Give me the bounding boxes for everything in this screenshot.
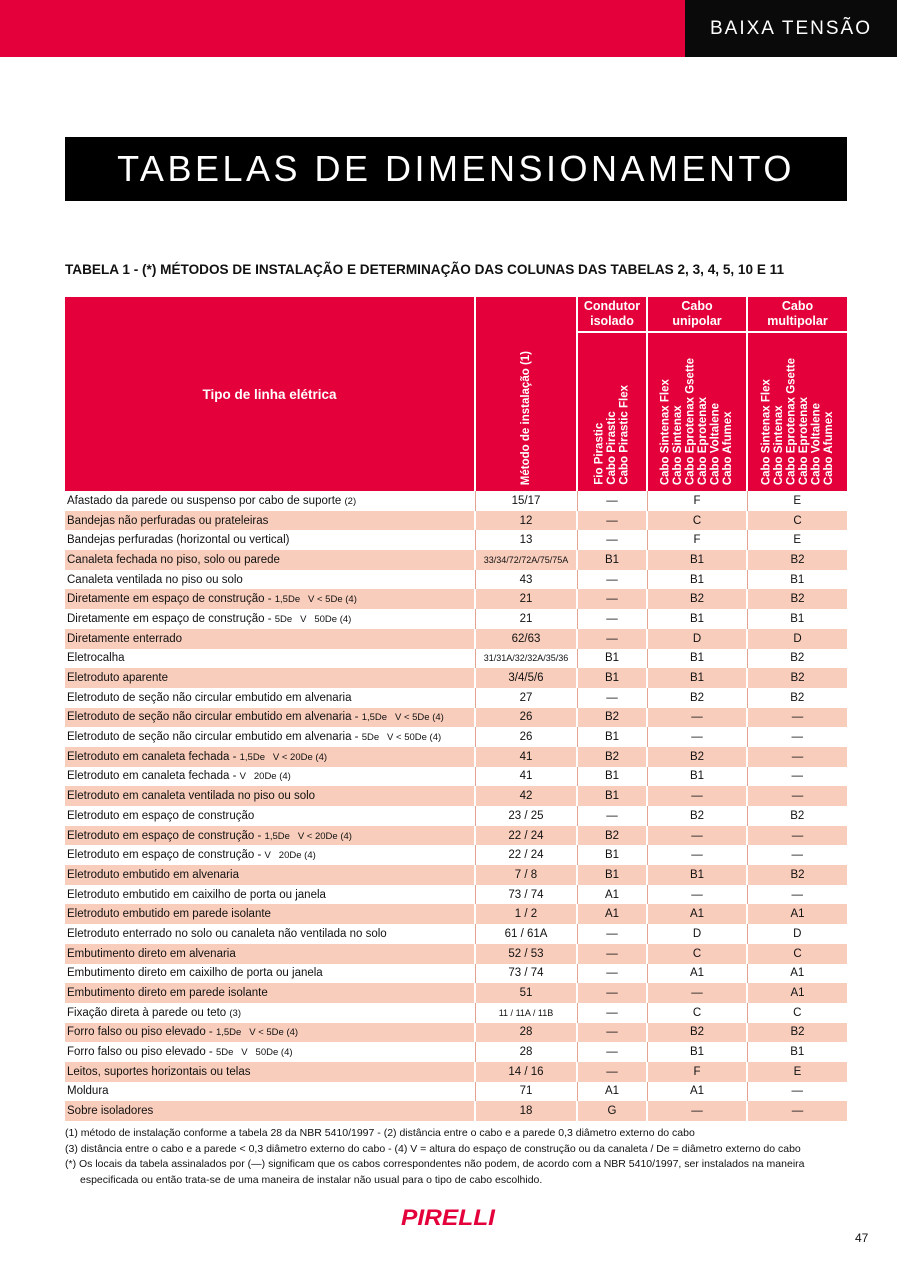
cell-multipolar: — xyxy=(747,708,847,728)
cell-unipolar: B2 xyxy=(647,806,747,826)
cable-name: Cabo Eprotenax xyxy=(797,396,810,485)
cell-unipolar: F xyxy=(647,1062,747,1082)
cell-metodo: 52 / 53 xyxy=(475,944,577,964)
cell-multipolar: D xyxy=(747,629,847,649)
cell-isolado: — xyxy=(577,1062,647,1082)
cell-tipo-note: 1,5De V < 20De (4) xyxy=(264,830,352,842)
cell-isolado: — xyxy=(577,1003,647,1023)
table-row xyxy=(65,609,847,629)
header-group-multipolar: Cabo multipolar xyxy=(747,297,847,332)
cell-isolado: — xyxy=(577,688,647,708)
cable-name: Cabo Sintenax Flex xyxy=(760,378,772,485)
cell-metodo: 23 / 25 xyxy=(475,806,577,826)
cell-unipolar: B1 xyxy=(647,767,747,787)
cell-multipolar: E xyxy=(747,491,847,511)
cell-metodo: 21 xyxy=(475,589,577,609)
footnote-2: (3) distância entre o cabo e a parede < 0,3 diâmetro externo do cabo - (4) V = altura do espaço de construção ou da canaleta / De = diâmetro externo do cabo xyxy=(65,1142,801,1155)
cell-unipolar: — xyxy=(647,983,747,1003)
cell-tipo: Eletroduto de seção não circular embutido em alvenaria xyxy=(65,688,475,708)
cell-metodo: 15/17 xyxy=(475,491,577,511)
cell-tipo: Eletroduto embutido em parede isolante xyxy=(65,904,475,924)
table-body xyxy=(65,491,847,1121)
cell-tipo: Diretamente em espaço de construção - 1,5De V < 5De (4) xyxy=(65,589,475,609)
cable-name: Cabo Sintenax Flex xyxy=(659,378,672,485)
cell-isolado: — xyxy=(577,609,647,629)
cell-multipolar: — xyxy=(747,1082,847,1102)
cell-isolado: — xyxy=(577,806,647,826)
cell-tipo-note: 1,5De V < 20De (4) xyxy=(239,751,328,763)
table-title: TABELA 1 - (*) MÉTODOS DE INSTALAÇÃO E DETERMINAÇÃO DAS COLUNAS DAS TABELAS 2, 3, 4, 5, 10 E 11 xyxy=(65,262,785,277)
cell-metodo: 3/4/5/6 xyxy=(475,668,577,688)
cell-metodo: 41 xyxy=(475,747,577,767)
cell-metodo: 28 xyxy=(475,1023,577,1043)
table-row xyxy=(65,747,847,767)
cell-multipolar: B2 xyxy=(747,550,847,570)
cell-tipo: Eletroduto embutido em alvenaria xyxy=(65,865,475,885)
cell-isolado: B1 xyxy=(577,845,647,865)
cell-metodo: 71 xyxy=(475,1082,577,1102)
cell-unipolar: — xyxy=(647,708,747,728)
cell-unipolar: D xyxy=(647,629,747,649)
cell-unipolar: B1 xyxy=(647,1042,747,1062)
table-row xyxy=(65,786,847,806)
cell-multipolar: — xyxy=(747,1101,847,1121)
cell-tipo: Moldura xyxy=(65,1082,475,1102)
cell-unipolar: B2 xyxy=(647,688,747,708)
cell-tipo: Diretamente enterrado xyxy=(65,629,475,649)
cell-multipolar: C xyxy=(747,1003,847,1023)
cell-isolado: B1 xyxy=(577,865,647,885)
cell-unipolar: D xyxy=(647,924,747,944)
cable-name: Cabo Pirastic Flex xyxy=(618,385,631,485)
table-row xyxy=(65,1023,847,1043)
pirelli-logo-text: PIRELLI xyxy=(401,1206,496,1228)
cell-multipolar: E xyxy=(747,1062,847,1082)
cell-isolado: — xyxy=(577,570,647,590)
cell-tipo-note: V 20De (4) xyxy=(239,771,291,783)
cell-tipo-note: 1,5De V < 5De (4) xyxy=(274,594,357,606)
cell-metodo: 7 / 8 xyxy=(475,865,577,885)
cell-tipo: Afastado da parede ou suspenso por cabo de suporte (2) xyxy=(65,491,475,511)
cell-multipolar: A1 xyxy=(747,983,847,1003)
table-row xyxy=(65,550,847,570)
cell-isolado: B2 xyxy=(577,708,647,728)
cable-name: Cabo Voltalene xyxy=(709,402,722,485)
cell-multipolar: — xyxy=(747,826,847,846)
cable-name: Cabo Sintenax xyxy=(772,405,785,485)
cell-tipo: Eletroduto em canaleta fechada - V 20De (4) xyxy=(65,767,475,787)
table-row xyxy=(65,845,847,865)
cable-name: Cabo Voltalene xyxy=(810,402,822,485)
cell-unipolar: B1 xyxy=(647,570,747,590)
cell-tipo: Eletroduto em canaleta ventilada no piso ou solo xyxy=(65,786,475,806)
cell-isolado: — xyxy=(577,944,647,964)
cell-unipolar: B1 xyxy=(647,609,747,629)
cell-multipolar: B2 xyxy=(747,806,847,826)
header-cabos-unipolar xyxy=(647,332,747,491)
table-row xyxy=(65,767,847,787)
cell-unipolar: C xyxy=(647,944,747,964)
cell-tipo: Bandejas não perfuradas ou prateleiras xyxy=(65,511,475,531)
cable-name: Cabo Eprotenax Gsette xyxy=(684,357,697,485)
cell-tipo: Forro falso ou piso elevado - 5De V 50De (4) xyxy=(65,1042,475,1062)
cell-unipolar: B1 xyxy=(647,865,747,885)
table-row xyxy=(65,708,847,728)
cell-multipolar: — xyxy=(747,845,847,865)
cell-metodo: 61 / 61A xyxy=(475,924,577,944)
cell-unipolar: C xyxy=(647,511,747,531)
cell-unipolar: — xyxy=(647,845,747,865)
cell-tipo-note: (2) xyxy=(344,495,357,507)
cell-isolado: — xyxy=(577,1023,647,1043)
cell-isolado: — xyxy=(577,629,647,649)
cell-tipo: Eletroduto em espaço de construção - V 20De (4) xyxy=(65,845,475,865)
cell-isolado: — xyxy=(577,924,647,944)
cell-tipo: Eletroduto de seção não circular embutido em alvenaria - 1,5De V < 5De (4) xyxy=(65,708,475,728)
cell-tipo: Embutimento direto em caixilho de porta ou janela xyxy=(65,964,475,984)
table-row xyxy=(65,688,847,708)
table-row xyxy=(65,570,847,590)
cell-isolado: B1 xyxy=(577,668,647,688)
cell-tipo-note: 5De V 50De (4) xyxy=(215,1047,293,1059)
header-cabos-isolado xyxy=(577,332,647,491)
cell-multipolar: D xyxy=(747,924,847,944)
cell-metodo: 41 xyxy=(475,767,577,787)
table-row xyxy=(65,727,847,747)
cell-multipolar: A1 xyxy=(747,904,847,924)
footnote-3: (*) Os locais da tabela assinalados por (—) significam que os cabos correspondentes não podem, de acordo com a NBR 5410/1997, ser instalados na maneira xyxy=(65,1158,805,1170)
cell-isolado: — xyxy=(577,511,647,531)
cable-name: Fio Pirastic xyxy=(593,423,606,485)
cell-metodo: 26 xyxy=(475,708,577,728)
cable-name: Cabo Eprotenax Gsette xyxy=(785,357,797,485)
cell-unipolar: F xyxy=(647,530,747,550)
cell-multipolar: — xyxy=(747,727,847,747)
cell-isolado: — xyxy=(577,589,647,609)
header-group-unipolar: Cabo unipolar xyxy=(647,297,747,332)
cell-metodo: 73 / 74 xyxy=(475,885,577,905)
cell-multipolar: — xyxy=(747,786,847,806)
cell-unipolar: A1 xyxy=(647,904,747,924)
cell-tipo: Embutimento direto em alvenaria xyxy=(65,944,475,964)
cell-tipo: Eletroduto aparente xyxy=(65,668,475,688)
table-row xyxy=(65,491,847,511)
cell-tipo: Eletroduto em espaço de construção xyxy=(65,806,475,826)
footnote-4: especificada ou então trata-se de uma maneira de instalar não usual para o tipo de cabo escolhido. xyxy=(80,1173,543,1186)
cell-unipolar: — xyxy=(647,826,747,846)
cell-metodo: 73 / 74 xyxy=(475,964,577,984)
pirelli-logo xyxy=(400,1206,496,1228)
cell-tipo: Fixação direta à parede ou teto (3) xyxy=(65,1003,475,1023)
table-row xyxy=(65,1062,847,1082)
cell-tipo: Diretamente em espaço de construção - 5De V 50De (4) xyxy=(65,609,475,629)
table-row xyxy=(65,511,847,531)
cell-multipolar: — xyxy=(747,885,847,905)
table-row xyxy=(65,1082,847,1102)
cell-multipolar: — xyxy=(747,747,847,767)
cell-tipo: Sobre isoladores xyxy=(65,1101,475,1121)
table-row xyxy=(65,924,847,944)
cell-tipo: Eletroduto em canaleta fechada - 1,5De V < 20De (4) xyxy=(65,747,475,767)
header-group-isolado: Condutor isolado xyxy=(577,297,647,332)
cell-multipolar: B2 xyxy=(747,865,847,885)
cell-multipolar: B1 xyxy=(747,1042,847,1062)
cell-metodo: 1 / 2 xyxy=(475,904,577,924)
cell-tipo: Canaleta ventilada no piso ou solo xyxy=(65,570,475,590)
cell-metodo: 14 / 16 xyxy=(475,1062,577,1082)
table-row xyxy=(65,865,847,885)
cell-metodo: 11 / 11A / 11B xyxy=(475,1003,577,1023)
cell-isolado: B1 xyxy=(577,649,647,669)
table-row xyxy=(65,806,847,826)
table-row xyxy=(65,629,847,649)
cell-tipo-note: (3) xyxy=(229,1007,242,1019)
cell-unipolar: B1 xyxy=(647,649,747,669)
table-row xyxy=(65,1042,847,1062)
cell-metodo: 22 / 24 xyxy=(475,845,577,865)
cable-name: Cabo Pirastic xyxy=(605,411,618,485)
table-row xyxy=(65,1003,847,1023)
cell-multipolar: A1 xyxy=(747,964,847,984)
cell-isolado: — xyxy=(577,530,647,550)
cell-multipolar: B2 xyxy=(747,1023,847,1043)
cell-metodo: 18 xyxy=(475,1101,577,1121)
table-row xyxy=(65,826,847,846)
cell-unipolar: B2 xyxy=(647,589,747,609)
cell-tipo: Eletroduto de seção não circular embutido em alvenaria - 5De V < 50De (4) xyxy=(65,727,475,747)
cell-unipolar: B1 xyxy=(647,668,747,688)
table-row xyxy=(65,885,847,905)
cell-isolado: A1 xyxy=(577,904,647,924)
table-row xyxy=(65,964,847,984)
cell-unipolar: B1 xyxy=(647,550,747,570)
table-row xyxy=(65,904,847,924)
cell-isolado: — xyxy=(577,1042,647,1062)
cell-metodo: 27 xyxy=(475,688,577,708)
cell-tipo-note: 5De V 50De (4) xyxy=(274,613,352,625)
cell-tipo: Leitos, suportes horizontais ou telas xyxy=(65,1062,475,1082)
cell-metodo: 62/63 xyxy=(475,629,577,649)
cell-tipo: Canaleta fechada no piso, solo ou parede xyxy=(65,550,475,570)
cell-tipo: Eletroduto enterrado no solo ou canaleta não ventilada no solo xyxy=(65,924,475,944)
cell-tipo-note: V 20De (4) xyxy=(264,850,316,862)
cell-unipolar: A1 xyxy=(647,1082,747,1102)
cell-multipolar: C xyxy=(747,511,847,531)
table-row xyxy=(65,649,847,669)
cell-metodo: 33/34/72/72A/75/75A xyxy=(475,550,577,570)
cell-tipo-note: 1,5De V < 5De (4) xyxy=(361,712,444,724)
footnote-1: (1) método de instalação conforme a tabela 28 da NBR 5410/1997 - (2) distância entre o cabo e a parede 0,3 diâmetro externo do cabo xyxy=(65,1127,695,1139)
cell-metodo: 21 xyxy=(475,609,577,629)
cell-multipolar: E xyxy=(747,530,847,550)
cell-unipolar: — xyxy=(647,786,747,806)
cell-isolado: B2 xyxy=(577,826,647,846)
cell-metodo: 43 xyxy=(475,570,577,590)
cable-name: Cabo Afumex xyxy=(722,411,734,485)
cell-metodo: 28 xyxy=(475,1042,577,1062)
table-row xyxy=(65,589,847,609)
cell-multipolar: B1 xyxy=(747,570,847,590)
cable-name: Cabo Sintenax xyxy=(672,405,684,485)
cable-name: Cabo Afumex xyxy=(822,411,835,485)
cell-multipolar: B1 xyxy=(747,609,847,629)
cell-metodo: 22 / 24 xyxy=(475,826,577,846)
cell-metodo: 51 xyxy=(475,983,577,1003)
header-tipo: Tipo de linha elétrica xyxy=(65,297,475,491)
cell-unipolar: — xyxy=(647,727,747,747)
cell-metodo: 31/31A/32/32A/35/36 xyxy=(475,649,577,669)
cell-multipolar: C xyxy=(747,944,847,964)
cell-tipo-note: 1,5De V < 5De (4) xyxy=(215,1027,299,1039)
page-title: TABELAS DE DIMENSIONAMENTO xyxy=(65,137,847,201)
cell-isolado: A1 xyxy=(577,885,647,905)
section-label: BAIXA TENSÃO xyxy=(685,0,897,57)
cable-name: Cabo Eprotenax xyxy=(697,396,709,485)
table-row xyxy=(65,983,847,1003)
cell-tipo: Eletrocalha xyxy=(65,649,475,669)
cell-metodo: 26 xyxy=(475,727,577,747)
cell-metodo: 13 xyxy=(475,530,577,550)
cell-tipo: Bandejas perfuradas (horizontal ou vertical) xyxy=(65,530,475,550)
cell-unipolar: B2 xyxy=(647,747,747,767)
cell-metodo: 42 xyxy=(475,786,577,806)
cell-multipolar: B2 xyxy=(747,688,847,708)
table-row xyxy=(65,668,847,688)
cell-multipolar: B2 xyxy=(747,668,847,688)
cell-multipolar: B2 xyxy=(747,589,847,609)
header-cabos-multipolar xyxy=(747,332,847,491)
cell-tipo: Eletroduto embutido em caixilho de porta ou janela xyxy=(65,885,475,905)
installation-methods-table xyxy=(65,297,847,1121)
cell-tipo-note: 5De V < 50De (4) xyxy=(361,732,442,744)
cell-unipolar: B2 xyxy=(647,1023,747,1043)
page-number: 47 xyxy=(855,1231,869,1245)
cell-tipo: Forro falso ou piso elevado - 1,5De V < 5De (4) xyxy=(65,1023,475,1043)
cell-isolado: B2 xyxy=(577,747,647,767)
cell-unipolar: F xyxy=(647,491,747,511)
cell-isolado: B1 xyxy=(577,786,647,806)
cell-isolado: — xyxy=(577,491,647,511)
cell-multipolar: B2 xyxy=(747,649,847,669)
cell-isolado: B1 xyxy=(577,767,647,787)
table-row xyxy=(65,944,847,964)
cell-isolado: — xyxy=(577,964,647,984)
cell-unipolar: — xyxy=(647,1101,747,1121)
cell-metodo: 12 xyxy=(475,511,577,531)
cell-multipolar: — xyxy=(747,767,847,787)
table-row xyxy=(65,530,847,550)
cell-isolado: B1 xyxy=(577,550,647,570)
cell-isolado: A1 xyxy=(577,1082,647,1102)
cell-unipolar: C xyxy=(647,1003,747,1023)
cell-isolado: — xyxy=(577,983,647,1003)
header-metodo: Método de instalação (1) xyxy=(475,297,577,491)
cell-tipo: Eletroduto em espaço de construção - 1,5De V < 20De (4) xyxy=(65,826,475,846)
footnotes xyxy=(65,1126,855,1188)
cell-unipolar: — xyxy=(647,885,747,905)
table-row xyxy=(65,1101,847,1121)
cell-tipo: Embutimento direto em parede isolante xyxy=(65,983,475,1003)
cell-isolado: B1 xyxy=(577,727,647,747)
cell-isolado: G xyxy=(577,1101,647,1121)
cell-unipolar: A1 xyxy=(647,964,747,984)
